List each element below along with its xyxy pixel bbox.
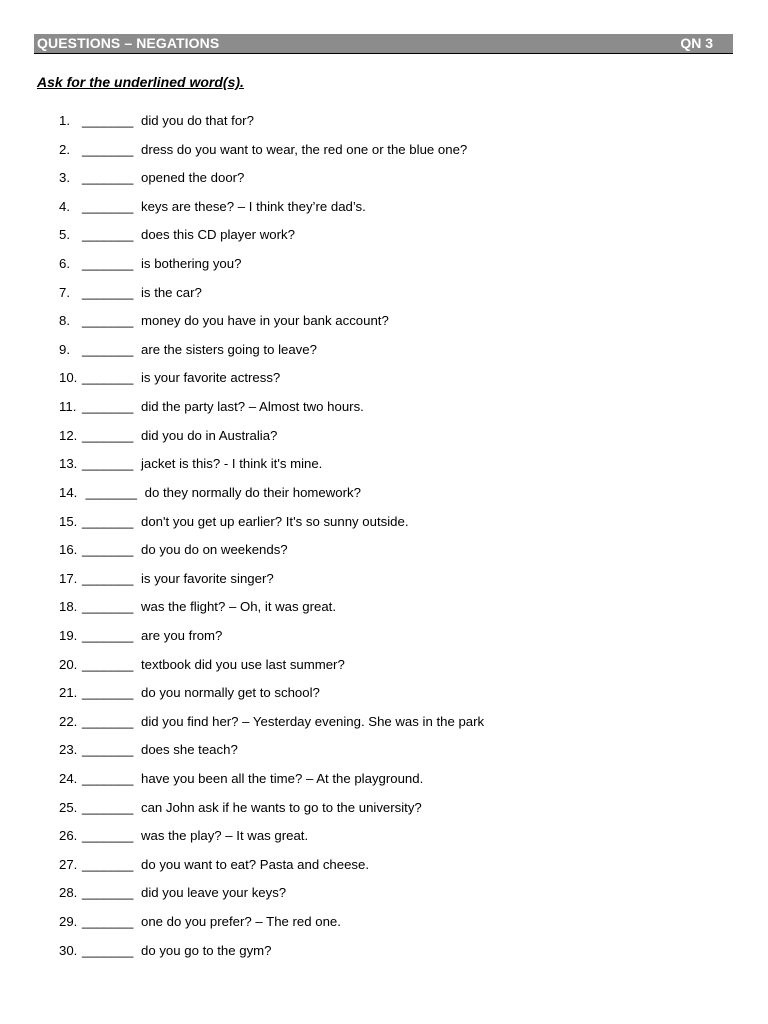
answer-blank[interactable]: _______ bbox=[82, 656, 134, 672]
answer-blank[interactable]: _______ bbox=[82, 856, 134, 872]
answer-blank[interactable]: _______ bbox=[82, 141, 134, 157]
answer-blank[interactable]: _______ bbox=[82, 542, 134, 558]
question-item bbox=[0, 597, 768, 626]
question-number: 12. bbox=[59, 427, 78, 443]
question-item bbox=[0, 454, 768, 483]
question-item bbox=[0, 912, 768, 941]
question-item bbox=[0, 483, 768, 512]
question-text: is your favorite singer? bbox=[141, 570, 274, 586]
question-item bbox=[0, 254, 768, 283]
question-number: 14. bbox=[59, 484, 78, 500]
question-text: textbook did you use last summer? bbox=[141, 656, 345, 672]
worksheet-code: QN 3 bbox=[680, 35, 713, 51]
answer-blank[interactable]: _______ bbox=[82, 456, 134, 472]
question-text: did you leave your keys? bbox=[141, 885, 287, 901]
question-number: 2. bbox=[59, 141, 70, 157]
question-item bbox=[0, 826, 768, 855]
question-text: was the play? – It was great. bbox=[141, 828, 309, 844]
question-item bbox=[0, 168, 768, 197]
question-text: did the party last? – Almost two hours. bbox=[141, 399, 364, 415]
answer-blank[interactable]: _______ bbox=[82, 341, 134, 357]
question-text: is your favorite actress? bbox=[141, 370, 281, 386]
question-number: 30. bbox=[59, 942, 78, 958]
question-number: 25. bbox=[59, 799, 78, 815]
question-item bbox=[0, 140, 768, 169]
answer-blank[interactable]: _______ bbox=[82, 513, 134, 529]
question-text: did you do in Australia? bbox=[141, 427, 278, 443]
answer-blank[interactable]: _______ bbox=[82, 113, 134, 128]
question-item bbox=[0, 712, 768, 741]
question-item bbox=[0, 883, 768, 912]
answer-blank[interactable]: _______ bbox=[82, 427, 134, 443]
question-item bbox=[0, 283, 768, 312]
question-item bbox=[0, 311, 768, 340]
question-item bbox=[0, 512, 768, 541]
question-item bbox=[0, 941, 768, 970]
question-text: can John ask if he wants to go to the university? bbox=[141, 799, 422, 815]
question-text: have you been all the time? – At the playground. bbox=[141, 771, 424, 787]
question-number: 9. bbox=[59, 341, 70, 357]
question-item bbox=[0, 426, 768, 455]
question-number: 21. bbox=[59, 685, 78, 701]
question-number: 22. bbox=[59, 713, 78, 729]
question-text: don't you get up earlier? It's so sunny outside. bbox=[141, 513, 409, 529]
question-item bbox=[0, 740, 768, 769]
question-number: 17. bbox=[59, 570, 78, 586]
question-text: one do you prefer? – The red one. bbox=[141, 914, 341, 930]
question-item bbox=[0, 225, 768, 254]
question-text: are you from? bbox=[141, 627, 223, 643]
question-item bbox=[0, 111, 768, 140]
question-item bbox=[0, 397, 768, 426]
answer-blank[interactable]: _______ bbox=[82, 256, 134, 272]
question-item bbox=[0, 798, 768, 827]
question-number: 3. bbox=[59, 170, 70, 186]
question-number: 24. bbox=[59, 771, 78, 787]
question-item bbox=[0, 368, 768, 397]
question-text: does she teach? bbox=[141, 742, 238, 758]
question-text: is the car? bbox=[141, 284, 202, 300]
question-number: 20. bbox=[59, 656, 78, 672]
instruction-text: Ask for the underlined word(s). bbox=[37, 74, 244, 90]
answer-blank[interactable]: _______ bbox=[82, 742, 134, 758]
question-number: 8. bbox=[59, 313, 70, 329]
question-text: do you do on weekends? bbox=[141, 542, 288, 558]
answer-blank[interactable]: _______ bbox=[82, 799, 134, 815]
question-text: do you normally get to school? bbox=[141, 685, 320, 701]
question-number: 10. bbox=[59, 370, 78, 386]
question-number: 4. bbox=[59, 198, 70, 214]
question-number: 29. bbox=[59, 914, 78, 930]
answer-blank[interactable]: _______ bbox=[82, 599, 134, 615]
question-number: 7. bbox=[59, 284, 70, 300]
answer-blank[interactable]: _______ bbox=[82, 198, 134, 214]
question-item bbox=[0, 569, 768, 598]
question-text: did you find her? – Yesterday evening. She was in the park bbox=[141, 713, 485, 729]
question-list bbox=[0, 111, 768, 969]
question-number: 18. bbox=[59, 599, 78, 615]
question-number: 28. bbox=[59, 885, 78, 901]
answer-blank[interactable]: _______ bbox=[82, 828, 134, 844]
answer-blank[interactable]: _______ bbox=[82, 942, 134, 958]
question-item bbox=[0, 655, 768, 684]
question-text: keys are these? – I think they’re dad’s. bbox=[141, 198, 366, 214]
question-number: 27. bbox=[59, 856, 78, 872]
question-item bbox=[0, 540, 768, 569]
question-number: 1. bbox=[59, 113, 70, 128]
answer-blank[interactable]: _______ bbox=[82, 313, 134, 329]
question-number: 11. bbox=[59, 399, 77, 415]
question-text: did you do that for? bbox=[141, 113, 254, 128]
question-number: 15. bbox=[59, 513, 78, 529]
question-text: do you go to the gym? bbox=[141, 942, 272, 958]
answer-blank[interactable]: _______ bbox=[82, 713, 134, 729]
answer-blank[interactable]: _______ bbox=[82, 484, 138, 500]
question-number: 13. bbox=[59, 456, 78, 472]
question-text: jacket is this? - I think it's mine. bbox=[141, 456, 323, 472]
question-number: 19. bbox=[59, 627, 78, 643]
answer-blank[interactable]: _______ bbox=[82, 685, 134, 701]
question-text: was the flight? – Oh, it was great. bbox=[141, 599, 336, 615]
question-item bbox=[0, 340, 768, 369]
question-item bbox=[0, 683, 768, 712]
answer-blank[interactable]: _______ bbox=[82, 771, 134, 787]
answer-blank[interactable]: _______ bbox=[82, 627, 134, 643]
question-item bbox=[0, 626, 768, 655]
question-number: 26. bbox=[59, 828, 78, 844]
question-text: opened the door? bbox=[141, 170, 245, 186]
question-text: is bothering you? bbox=[141, 256, 242, 272]
question-text: does this CD player work? bbox=[141, 227, 295, 243]
answer-blank[interactable]: _______ bbox=[82, 170, 134, 186]
question-item bbox=[0, 769, 768, 798]
question-text: are the sisters going to leave? bbox=[141, 341, 317, 357]
question-item bbox=[0, 855, 768, 884]
answer-blank[interactable]: _______ bbox=[82, 227, 134, 243]
question-number: 5. bbox=[59, 227, 70, 243]
question-text: money do you have in your bank account? bbox=[141, 313, 389, 329]
question-text: do you want to eat? Pasta and cheese. bbox=[141, 856, 370, 872]
question-item bbox=[0, 197, 768, 226]
question-number: 6. bbox=[59, 256, 70, 272]
answer-blank[interactable]: _______ bbox=[82, 370, 134, 386]
question-number: 16. bbox=[59, 542, 78, 558]
answer-blank[interactable]: _______ bbox=[82, 284, 134, 300]
question-number: 23. bbox=[59, 742, 78, 758]
page-title: QUESTIONS – NEGATIONS bbox=[37, 35, 220, 51]
answer-blank[interactable]: _______ bbox=[82, 570, 134, 586]
answer-blank[interactable]: _______ bbox=[82, 399, 134, 415]
header-bar bbox=[34, 34, 733, 54]
answer-blank[interactable]: _______ bbox=[82, 914, 134, 930]
question-text: do they normally do their homework? bbox=[141, 484, 361, 500]
question-text: dress do you want to wear, the red one or the blue one? bbox=[141, 141, 468, 157]
answer-blank[interactable]: _______ bbox=[82, 885, 134, 901]
